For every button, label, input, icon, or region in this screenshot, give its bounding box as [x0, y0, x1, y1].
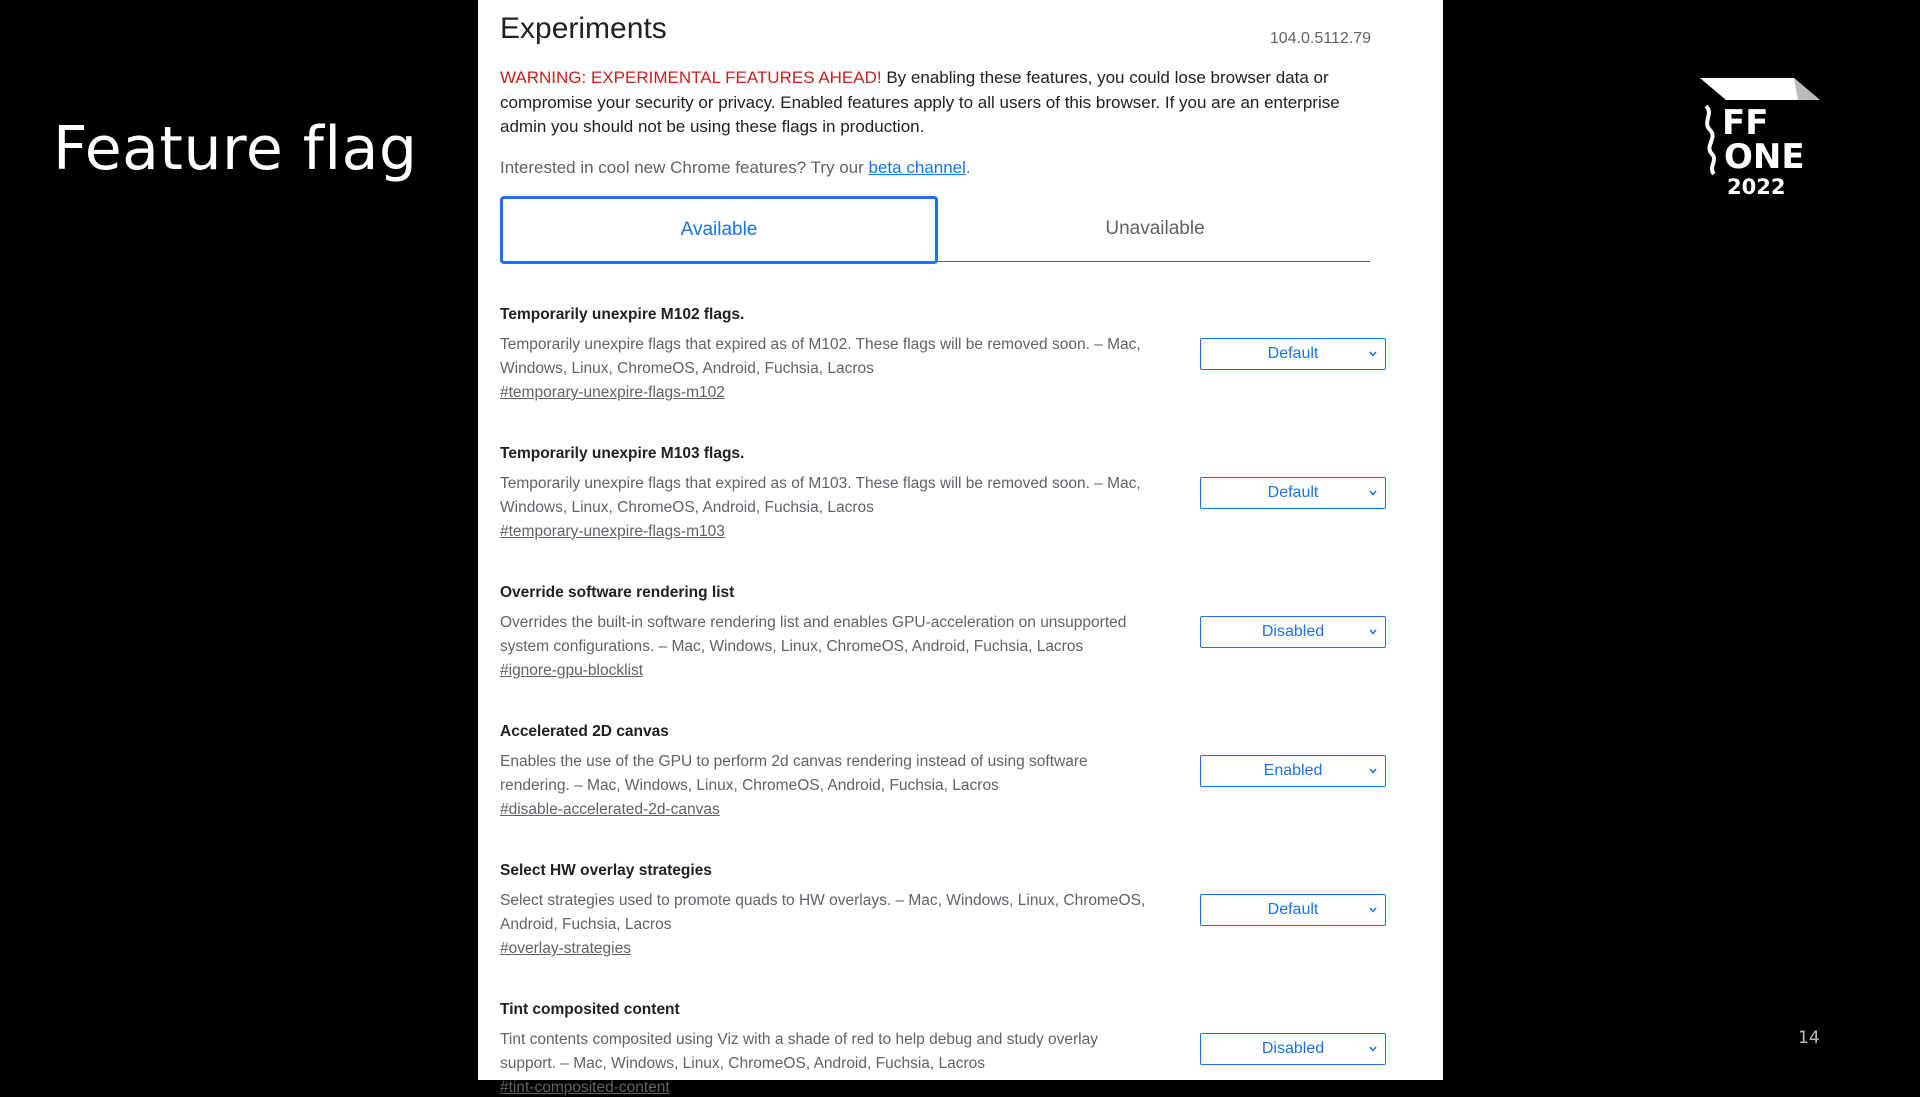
logo-ribbon-fold [1794, 78, 1820, 100]
flag-description: Overrides the built-in software rendering list and enables GPU-acceleration on unsupported system configurations. – Mac, Windows, Linux, ChromeOS, Android, Fuchsia, Lacros [500, 614, 1127, 655]
chrome-flags-panel [478, 0, 1443, 1096]
promo-text: Interested in cool new Chrome features? Try our [500, 158, 869, 177]
page-title: Experiments [500, 12, 667, 45]
ffone-2022-logo [1700, 78, 1824, 202]
flag-description: Temporarily unexpire flags that expired as of M103. These flags will be removed soon. – Mac, Windows, Linux, ChromeOS, Android, Fuchsia, Lacros [500, 475, 1141, 516]
promo-end: . [965, 158, 971, 177]
warning-text: By enabling these features, you could lose browser data or compromise your security or privacy. Enabled features apply to all users of this browser. If you are an enterprise admin you should not be using these flags in production. [500, 68, 1340, 136]
flag-state-select[interactable] [1200, 477, 1386, 509]
logo-text-year: 2022 [1727, 175, 1786, 199]
flags-header [500, 12, 1371, 46]
chevron-down-icon [1369, 628, 1377, 636]
flag-anchor-link[interactable]: #temporary-unexpire-flags-m102 [500, 384, 725, 401]
flag-description: Temporarily unexpire flags that expired as of M102. These flags will be removed soon. – Mac, Windows, Linux, ChromeOS, Android, Fuchsia, Lacros [500, 336, 1141, 377]
beta-channel-link[interactable]: beta channel [868, 158, 966, 177]
flag-state-value: Enabled [1263, 762, 1323, 779]
flag-state-select[interactable] [1200, 755, 1386, 787]
flag-item [500, 584, 1370, 680]
flag-description: Select strategies used to promote quads to HW overlays. – Mac, Windows, Linux, ChromeOS, Android, Fuchsia, Lacros [500, 892, 1146, 933]
flag-item [500, 723, 1370, 819]
slide-title: Feature flag [53, 114, 418, 184]
chevron-down-icon [1369, 350, 1377, 358]
flag-state-value: Disabled [1261, 623, 1325, 640]
flag-state-select[interactable] [1200, 894, 1386, 926]
warning-heading: WARNING: EXPERIMENTAL FEATURES AHEAD! [500, 68, 882, 87]
slide-number: 14 [1798, 1028, 1820, 1048]
logo-squiggle-icon [1706, 106, 1714, 174]
flag-anchor-link[interactable]: #temporary-unexpire-flags-m103 [500, 523, 725, 540]
flag-state-select[interactable] [1200, 616, 1386, 648]
flag-anchor-link[interactable]: #disable-accelerated-2d-canvas [500, 801, 720, 818]
flag-state-select[interactable] [1200, 338, 1386, 370]
flag-anchor-link[interactable]: #tint-composited-content [500, 1079, 670, 1096]
flag-name: Override software rendering list [500, 584, 735, 601]
tab-unavailable[interactable]: Unavailable [1105, 218, 1205, 239]
flag-item [500, 862, 1370, 958]
flag-name: Select HW overlay strategies [500, 862, 712, 879]
flag-name: Tint composited content [500, 1001, 680, 1018]
warning-message [500, 66, 1370, 140]
logo-text-one: ONE [1724, 137, 1805, 177]
flag-description: Enables the use of the GPU to perform 2d canvas rendering instead of using software rendering. – Mac, Windows, Linux, ChromeOS, Android, Fuchsia, Lacros [500, 753, 1088, 794]
logo-text-ff: FF [1722, 103, 1769, 143]
flag-item [500, 1001, 1370, 1097]
version-label: 104.0.5112.79 [1269, 30, 1371, 47]
flag-item [500, 306, 1370, 402]
flag-name: Accelerated 2D canvas [500, 723, 669, 740]
flag-description: Tint contents composited using Viz with a shade of red to help debug and study overlay support. – Mac, Windows, Linux, ChromeOS, Android, Fuchsia, Lacros [500, 1031, 1098, 1072]
beta-promo [500, 158, 971, 178]
flag-anchor-link[interactable]: #ignore-gpu-blocklist [500, 662, 644, 679]
chevron-down-icon [1369, 1045, 1377, 1053]
tab-available[interactable]: Available [500, 196, 938, 264]
flag-state-value: Default [1267, 484, 1319, 501]
flag-anchor-link[interactable]: #overlay-strategies [500, 940, 631, 957]
flag-name: Temporarily unexpire M102 flags. [500, 306, 745, 323]
chevron-down-icon [1369, 489, 1377, 497]
flag-state-select[interactable] [1200, 1033, 1386, 1065]
flag-state-value: Disabled [1261, 1040, 1325, 1057]
flag-name: Temporarily unexpire M103 flags. [500, 445, 745, 462]
flags-tabs [500, 196, 1370, 262]
chevron-down-icon [1369, 767, 1377, 775]
flag-state-value: Default [1267, 345, 1319, 362]
flag-state-value: Default [1267, 901, 1319, 918]
chevron-down-icon [1369, 906, 1377, 914]
flag-item [500, 445, 1370, 541]
